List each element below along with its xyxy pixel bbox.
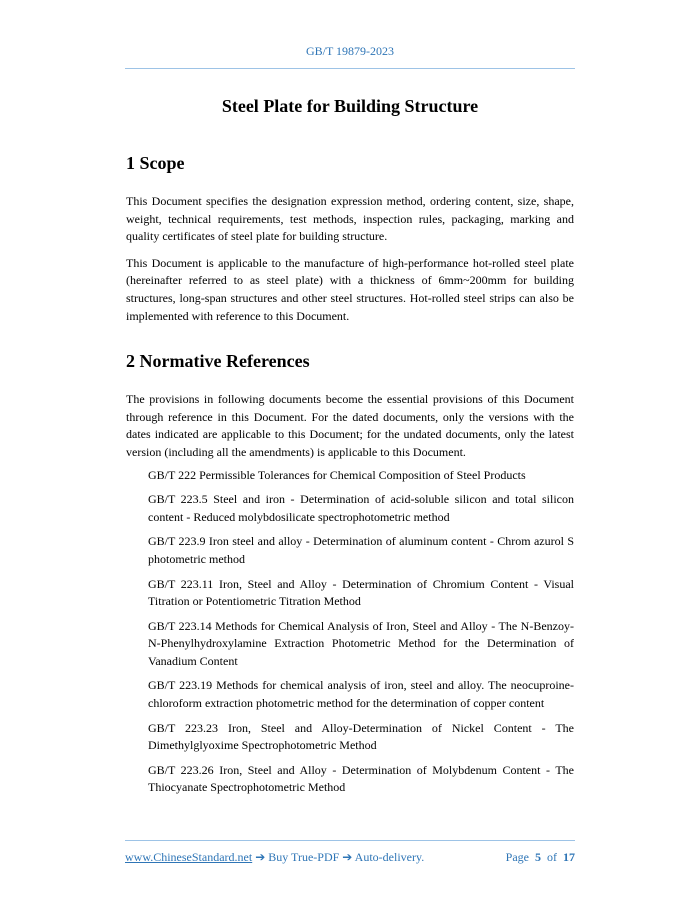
scope-paragraph-1: This Document specifies the designation expression method, ordering content, size, shape, weight, technical requirements, test methods, inspection rules, packaging, marking and quality certificates of steel plate for building structure. — [126, 194, 574, 244]
section-heading-scope: 1 Scope — [126, 153, 185, 173]
running-header: GB/T 19879-2023 — [305, 44, 395, 58]
site-link[interactable]: www.ChineseStandard.net — [125, 850, 253, 864]
footer-rule — [125, 840, 575, 841]
section-heading-normative: 2 Normative References — [126, 351, 310, 372]
page-indicator — [506, 850, 575, 865]
normative-intro: The provisions in following documents become the essential provisions of this Document through reference in this Document. For the dated documents, only the versions with the dates indicated are applicable to this Document; for the undated documents, only the latest version (including all the amendments) is applicable to this Document. — [126, 392, 574, 459]
reference-item: GB/T 222 Permissible Tolerances for Chemical Composition of Steel Products — [148, 467, 526, 482]
page-label: Page — [505, 850, 529, 864]
footer-promo — [125, 850, 424, 865]
reference-item: GB/T 223.14 Methods for Chemical Analysis of Iron, Steel and Alloy - The N-Benzoy-N-Phenylhydroxylamine Extraction Photometric Method for the Determination of Vanadium Content — [148, 618, 574, 668]
page-current: 5 — [535, 850, 541, 864]
reference-item: GB/T 223.5 Steel and iron - Determination of acid-soluble silicon and total silicon content - Reduced molybdosilicate spectrophotometric method — [148, 492, 574, 524]
page-of: of — [547, 850, 557, 864]
reference-item: GB/T 223.26 Iron, Steel and Alloy - Determination of Molybdenum Content - The Thiocyanate Spectrophotometric Method — [148, 762, 574, 795]
header-rule — [125, 68, 575, 69]
promo-text: ➔ Buy True-PDF ➔ Auto-delivery. — [252, 850, 425, 864]
reference-item: GB/T 223.9 Iron steel and alloy - Determination of aluminum content - Chrom azurol S photometric method — [148, 534, 574, 566]
page-content — [126, 94, 574, 797]
document-title: Steel Plate for Building Structure — [221, 96, 479, 116]
reference-item: GB/T 223.11 Iron, Steel and Alloy - Determination of Chromium Content - Visual Titration or Potentiometric Titration Method — [148, 576, 574, 609]
reference-item: GB/T 223.19 Methods for chemical analysis of iron, steel and alloy. The neocuproine-chloroform extraction photometric method for the determination of copper content — [148, 678, 574, 711]
page-total: 17 — [563, 850, 575, 864]
scope-paragraph-2: This Document is applicable to the manufacture of high-performance hot-rolled steel plate (hereinafter referred to as steel plate) with a thickness of 6mm~200mm for building structures, long-span structures and other steel structures. Hot-rolled steel strips can also be implemented with reference to this Document. — [126, 255, 574, 323]
reference-item: GB/T 223.23 Iron, Steel and Alloy-Determination of Nickel Content - The Dimethylglyoxime Spectrophotometric Method — [148, 720, 574, 753]
